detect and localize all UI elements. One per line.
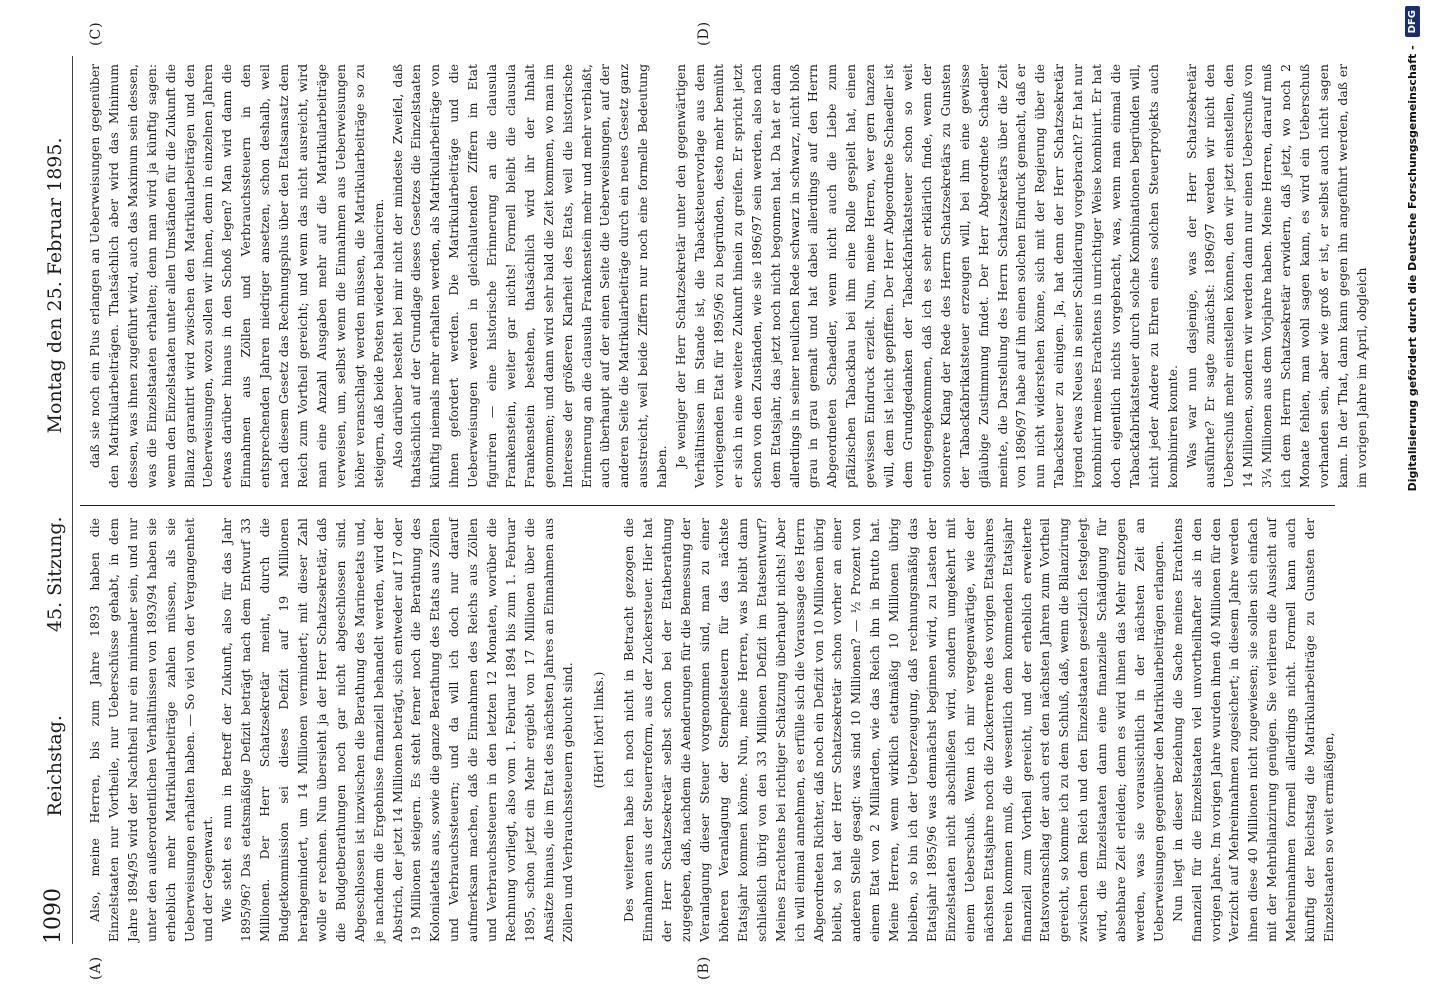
- header-date: Montag den 25. Februar 1895.: [44, 137, 66, 434]
- digitization-credit: [1398, 0, 1426, 1000]
- paragraph: daß sie noch ein Plus erlangen an Ueberweisungen gegenüber den Matrikularbeiträgen. Thatsächlich aber wird das Minimum dessen, was ihnen zugeführt wird, auch das Maximum sein dessen, was die Einzelstaaten erhalten; denn man wird ja künftig sagen: wenn den Einzelstaaten unter allen Umständen für die Zukunft die Bilanz garantirt wird zwischen den Matrikularbeiträgen und den Ueberweisungen, wozu sollen wir ihnen, denn in einzelnen Jahren etwas darüber hinaus in den Schoß legen? Man wird dann die Einnahmen aus Zöllen und Verbrauchssteuern in den entsprechenden Jahren niedriger ansetzen, schon deshalb, weil nach diesem Gesetz das Rechnungsplus über den Etatsansatz dem Reich zum Vortheil gereicht; und wenn das nicht ausreicht, wird man eine Anzahl Ausgaben mehr auf die Matrikularbeiträge verweisen, um, selbst wenn die Einnahmen aus Ueberweisungen höher veranschlagt werden müssen, die Matrikularbeiträge so zu steigern, daß beide Posten wieder balanciren.: [87, 64, 386, 488]
- paragraph: Also darüber besteht bei mir nicht der mindeste Zweifel, daß thatsächlich auf der Grundlage dieses Gesetzes die Einzelstaaten künftig niemals mehr erhalten werden, als Matrikularbeiträge von ihnen gefordert werden. Die Matrikularbeiträge und die Ueberweisungen werden in gleichlautenden Ziffern im Etat figuriren — eine historische Erinnerung an die clausula Frankenstein, weiter gar nichts! Formell bleibt die clausula Frankenstein bestehen, thatsächlich wird ihr der Inhalt genommen; und dann wird sehr bald die Zeit kommen, wo man im Interesse der größeren Klarheit des Etats, weil die historische Erinnerung an die clausula Frankenstein mehr und mehr verblaßt, auch überhaupt auf der einen Seite die Ueberweisungen, auf der anderen Seite die Matrikularbeiträge durch ein neues Gesetz ganz ausstreicht, weil beide Ziffern nur noch eine formelle Bedeutung haben.: [389, 64, 670, 488]
- paragraph: Je weniger der Herr Schatzsekretär unter den gegenwärtigen Verhältnissen im Stande ist, die Tabacksteuervorlage aus dem vorliegenden Etat für 1895/96 zu begründen, desto mehr bemüht er sich in eine weitere Zukunft hinein zu greifen. Er spricht jetzt schon von den Zuständen, wie sie 1896/97 sein werden, also nach dem Etatsjahr, das jetzt noch nicht begonnen hat. Da hat er dann allerdings in seiner neulichen Rede schwarz in schwarz, nicht bloß grau in grau gemalt und hat dabei allerdings auf den Herrn Abgeordneten Schaedler, wenn nicht auch die Liebe zum pfälzischen Tabackbau bei ihm eine Rolle gespielt hat, einen gewissen Eindruck erzielt. Nun, meine Herren, wer gern tanzen will, dem ist leicht gepfiffen. Der Herr Abgeordnete Schaedler ist dem Grundgedanken der Tabackfabrikatsteuer schon so weit entgegengekommen, daß ich es sehr erklärlich finde, wenn der sonorere Klang der Rede des Herrn Schatzsekretärs zu Gunsten der Tabackfabrikatsteuer erzeugen will, bei ihm eine gewisse gläubige Zustimmung findet. Der Herr Abgeordnete Schaedler meinte, die Darstellung des Herrn Schatzsekretärs über die Zeit von 1896/97 habe auf ihn einen solchen Eindruck gemacht, daß er nun nicht widerstehen könne, sich mit der Regierung über die Tabacksteuer zu einigen. Ja, hat denn der Herr Schatzsekretär irgend etwas Neues in seiner Schilderung vorgebracht? Er hat nur kombinirt meines Erachtens in unrichtiger Weise kombinirt. Er hat doch eigentlich nichts vorgebracht, was, wenn man einmal die Tabackfabrikatsteuer durch solche Kombinationen begründen will, nicht jeder Andere zu Ehren eines solchen Steuerprojekts auch kombiniren konnte.: [673, 64, 1180, 488]
- interjection: (Hört! hört! links.): [590, 671, 606, 789]
- margin-marker-a: (A): [88, 955, 104, 980]
- paragraph: Was war nun dasjenige, was der Herr Schatzsekretär ausführte? Er sagte zunächst: 1896/97 werden wir nicht den Ueberschuß mehr einstellen können, den wir jetzt einstellen, den 14 Millionen, sondern wir werden dann nur einen Ueberschuß von 3¼ Millionen aus dem Vorjahre haben. Meine Herren, darauf muß ich dem Herrn Schatzsekretär erwidern, daß jetzt, wo noch 2 Monate fehlen, man wohl sagen kann, es wird ein Ueberschuß vorhanden sein, aber wie groß er ist, er selbst auch nicht sagen kann. In der That, dann kann gegen ihn angeführt werden, daß er im vorigen Jahre im April, obgleich: [1183, 64, 1369, 488]
- paragraph: Also, meine Herren, bis zum Jahre 1893 haben die Einzelstaaten nur Vortheile, nur Ueberschüsse gehabt, in dem Jahre 1894/95 wird der Nachtheil nur ein minimaler sein, und nur unter den außerordentlichen Verhältnissen von 1893/94 haben sie erheblich mehr Matrikularbeiträge zahlen müssen, als sie Ueberweisungen erhalten haben. — So viel von der Vergangenheit und der Gegenwart.: [87, 518, 216, 942]
- credit-text: Digitalisierung gefördert durch die Deutsche Forschungsgemeinschaft -: [1405, 45, 1419, 492]
- margin-marker-c: (C): [88, 21, 104, 46]
- paragraph: Des weiteren habe ich noch nicht in Betracht gezogen die Einnahmen aus der Steuerreform, aus der Zuckersteuer. Hier hat der Herr Schatzsekretär selbst schon bei der Etatberathung zugegeben, daß, nachdem die Aenderungen für die Bemessung der Veranlagung dieser Steuer vorgenommen sind, man zu einer höheren Veranlagung der Stempelsteuern für das nächste Etatsjahr kommen könne. Nun, meine Herren, was bleibt dann schließlich übrig von den 33 Millionen Defizit im Etatsentwurf? Meines Erachtens bei richtiger Schätzung überhaupt nichts! Aber ich will einmal annehmen, es erfülle sich die Voraussage des Herrn Abgeordneten Richter, daß noch ein Defizit von 10 Millionen übrig bleibt, so hat der Herr Schatzsekretär schon vorher an einer anderen Stelle gesagt: was sind 10 Millionen? — ½ Prozent von einem Etat von 2 Milliarden, wie das Reich ihn in Brutto hat. Meine Herren, wenn wirklich etatmäßig 10 Millionen übrig bleiben, so bin ich der Ueberzeugung, daß rechnungsmäßig das Etatsjahr 1895/96 was demnächst beginnen wird, zu Lasten der Einzelstaaten nicht abschließen wird, sondern umgekehrt mit einem Ueberschuß. Wenn ich mir vergegenwärtige, wie der nächsten Etatsjahre noch die Zuckerrente des vorigen Etatsjahres herein kommen muß, die wesentlich dem kommenden Etatsjahr finanziell zum Vortheil gereicht, und der erheblich erweiterte Etatsvoranschlag der auch erst den nächsten Jahren zum Vortheil gereicht, so komme ich zu dem Schluß, daß, wenn die Bilanzirung zwischen dem Reich und den Einzelstaaten gesetzlich festgelegt wird, die Einzelstaaten dann eine finanzielle Schädigung für absehbare Zeit erleiden; denn es wird ihnen das Mehr entzogen werden, was sie voraussichtlich in der nächsten Zeit an Ueberweisungen gegenüber den Matrikularbeiträgen erlangen.: [621, 518, 1166, 942]
- page-number: 1090: [41, 888, 66, 944]
- column-divider: [80, 505, 1335, 506]
- dfg-logo: DFG: [1405, 6, 1420, 37]
- paragraph: Wie steht es nun in Betreff der Zukunft, also für das Jahr 1895/96? Das etatsmäßige Defizit beträgt nach dem Entwurf 33 Millionen. Der Herr Schatzsekretär meint, durch die Budgetkommission sei dieses Defizit auf 19 Millionen herabgemindert, um 14 Millionen vermindert; mit dieser Zahl wolle er rechnen. Nun übersieht ja der Herr Schatzsekretär, daß die Budgetberathungen noch gar nicht abgeschlossen sind. Abgeschlossen ist inzwischen die Berathung des Marineetats und, je nachdem die Ergebnisse finanziell behandelt werden, wird der Abstrich, der jetzt 14 Millionen beträgt, sich entweder auf 17 oder 19 Millionen steigern. Es steht ferner noch die Berathung des Kolonialetats aus, sowie die ganze Berathung des Etats aus Zöllen und Verbrauchssteuern; und da will ich doch nur darauf aufmerksam machen, daß die Einnahmen des Reichs aus Zöllen und Verbrauchssteuern in den letzten 12 Monaten, worüber die Rechnung vorliegt, also vom 1. Februar 1894 bis zum 1. Februar 1895, schon jetzt ein Mehr ergiebt von 17 Millionen über die Ansätze hinaus, die im Etat des nächsten Jahres an Einnahmen aus Zöllen und Verbrauchssteuern gebucht sind.: [219, 518, 575, 942]
- paragraph: Nun liegt in dieser Beziehung die Sache meines Erachtens finanziell für die Einzelstaaten viel unvortheilhafter als in den vorigen Jahre. Im vorigen Jahre wurden ihnen 40 Millionen für den Verzicht auf Mehreinnahmen zugesichert; in diesem Jahre werden ihnen diese 40 Millionen nicht zugewiesen; sie sollen sich einfach mit der Mehrbilanzirung genügen. Sie verlieren die Aussicht auf Mehreinnahmen formell allerdings nicht. Formell kann auch künftig der Reichstag die Matrikularbeiträge zu Gunsten der Einzelstaaten so weit ermäßigen,: [1169, 518, 1336, 942]
- margin-marker-b: (B): [696, 955, 712, 980]
- left-text-column: [86, 518, 1339, 942]
- header-rule: [72, 56, 73, 944]
- header-session: 45. Sitzung.: [44, 516, 66, 633]
- header-title: Reichstag.: [44, 715, 66, 817]
- margin-marker-d: (D): [696, 20, 712, 46]
- right-text-column: [86, 64, 1372, 488]
- page-header: [22, 66, 66, 944]
